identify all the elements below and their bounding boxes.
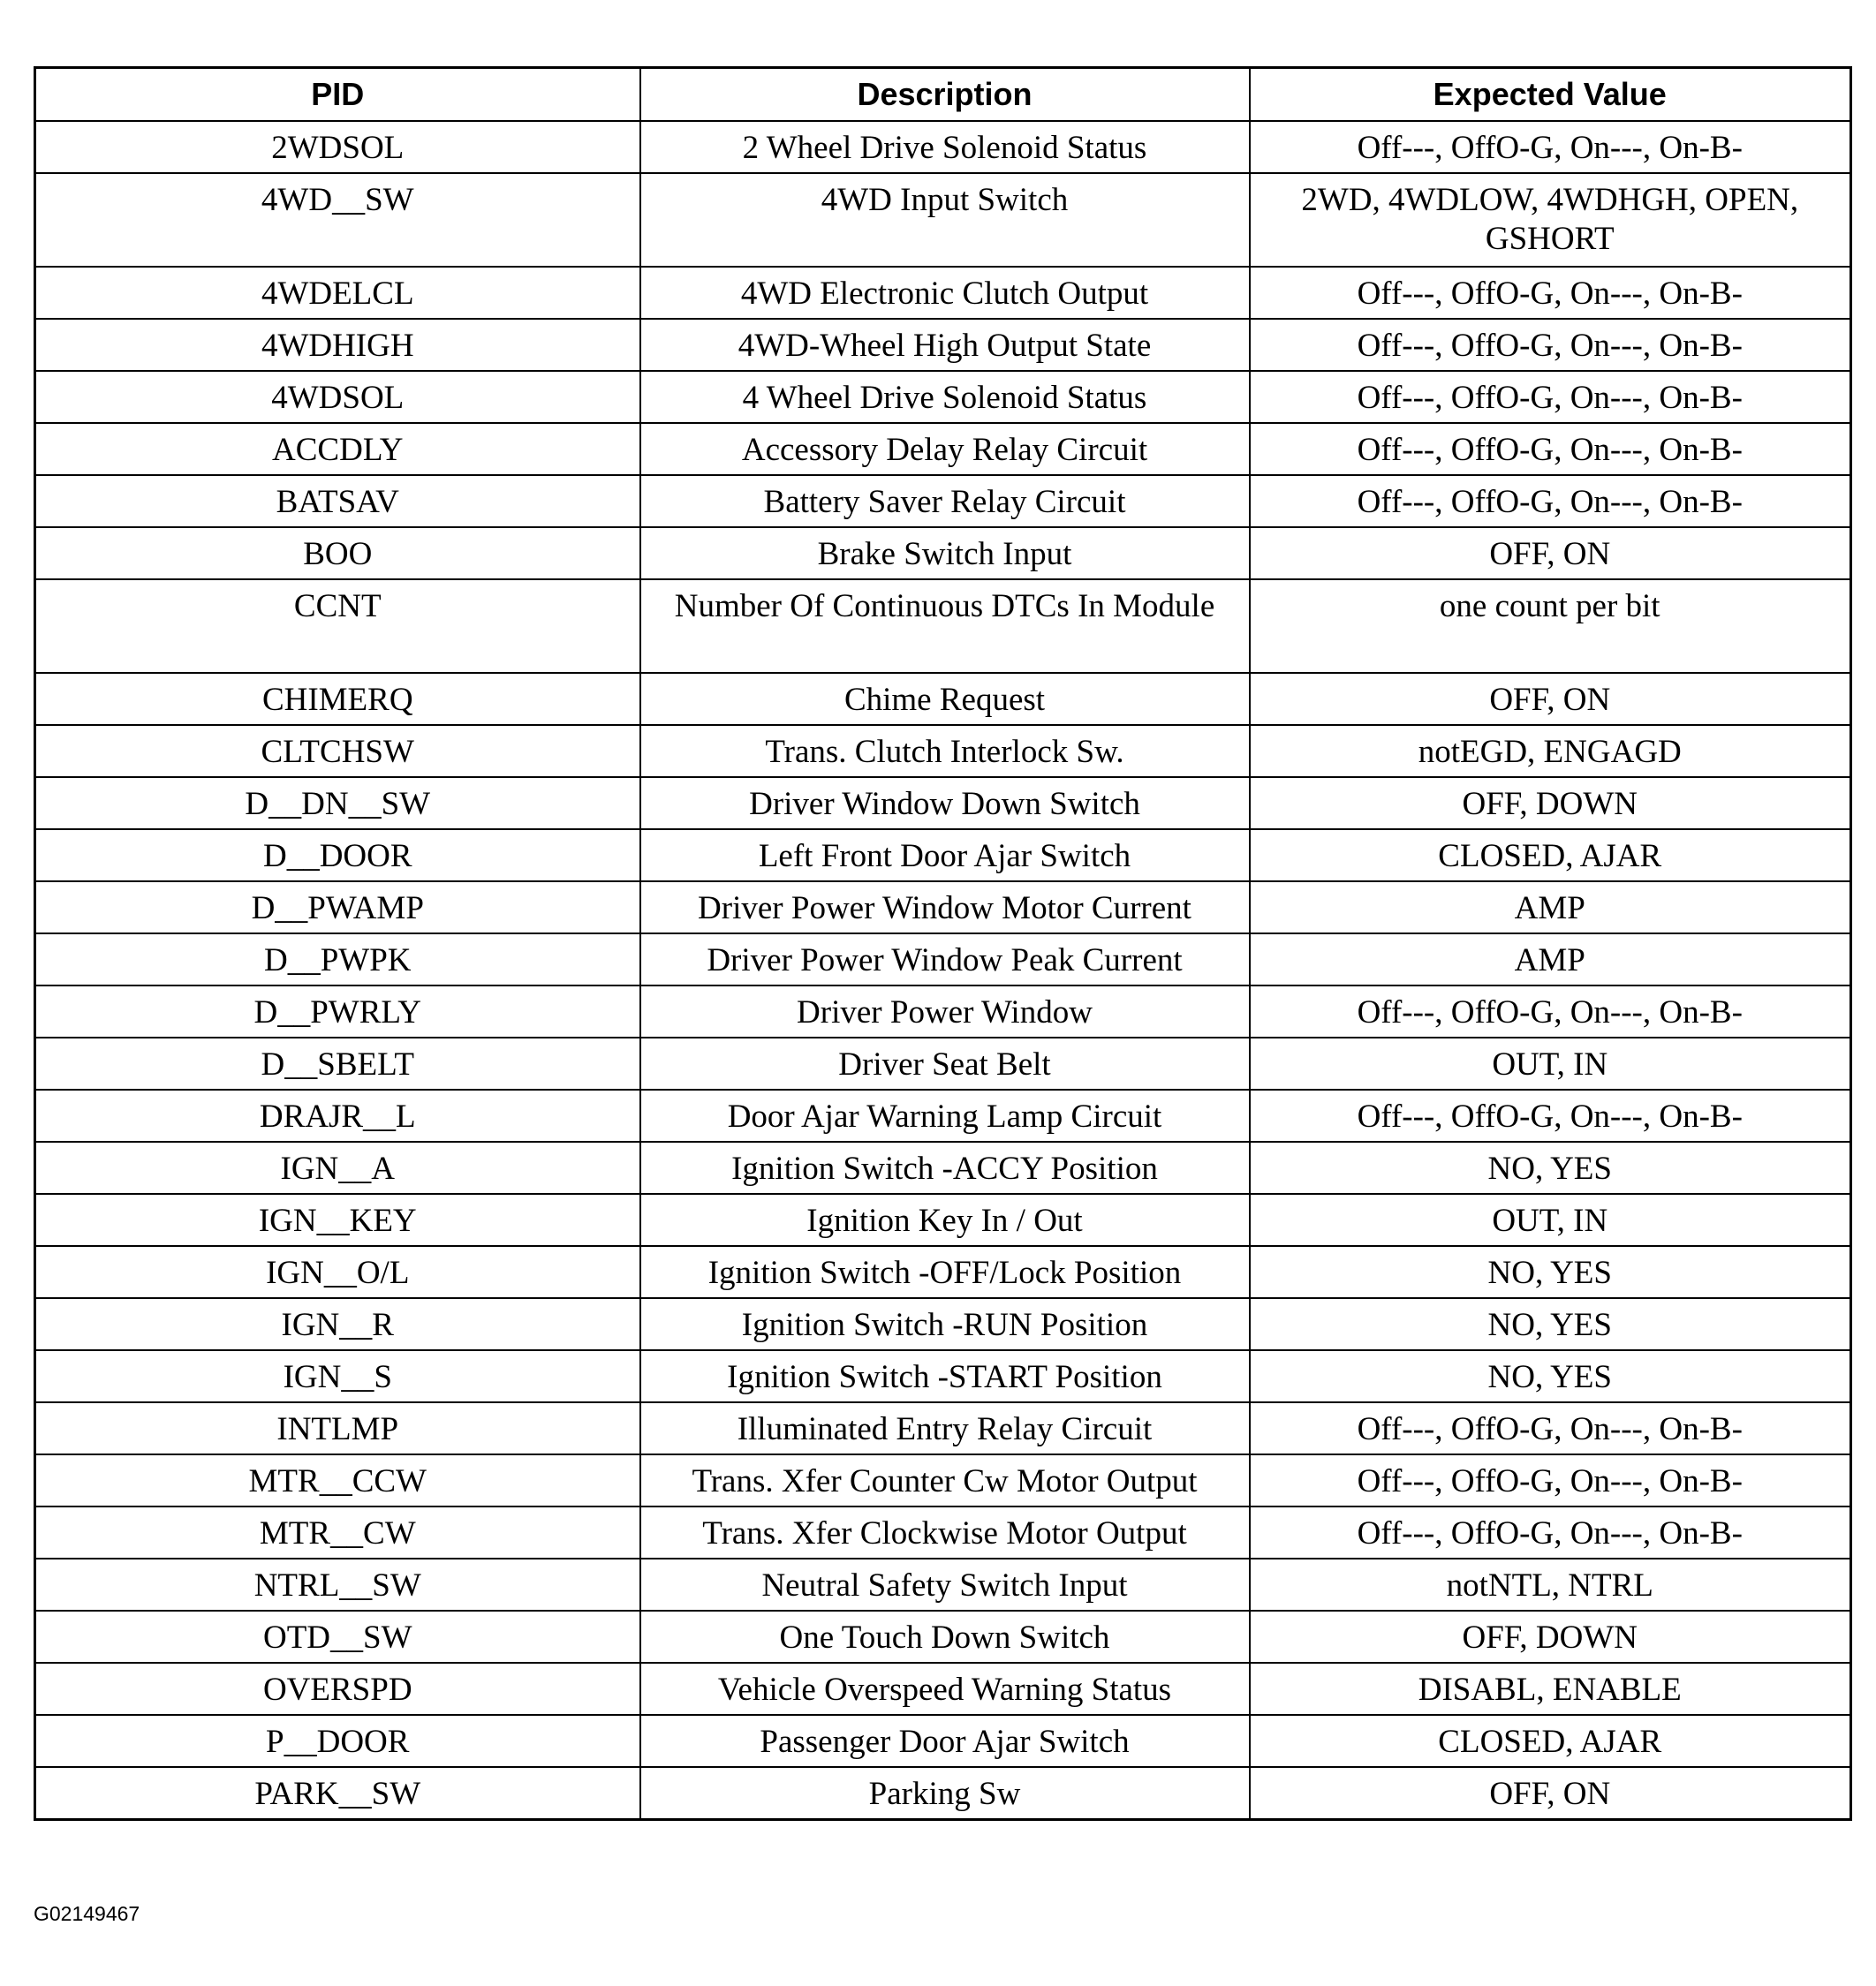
pid-cell: CLTCHSW <box>35 725 640 777</box>
description-cell: Door Ajar Warning Lamp Circuit <box>640 1090 1250 1142</box>
pid-cell: IGN__R <box>35 1298 640 1350</box>
pid-cell: D__DOOR <box>35 829 640 881</box>
expected-value-cell: Off---, OffO-G, On---, On-B- <box>1250 423 1851 475</box>
expected-value-cell: NO, YES <box>1250 1142 1851 1194</box>
table-row <box>35 1142 1851 1194</box>
expected-value-cell: OUT, IN <box>1250 1038 1851 1090</box>
description-cell: Driver Power Window Peak Current <box>640 933 1250 985</box>
description-cell: Trans. Xfer Counter Cw Motor Output <box>640 1454 1250 1506</box>
description-cell: One Touch Down Switch <box>640 1611 1250 1663</box>
pid-cell: BOO <box>35 527 640 579</box>
table-row <box>35 673 1851 725</box>
pid-cell: IGN__S <box>35 1350 640 1402</box>
description-cell: Driver Power Window Motor Current <box>640 881 1250 933</box>
expected-value-cell: AMP <box>1250 933 1851 985</box>
description-cell: Brake Switch Input <box>640 527 1250 579</box>
pid-cell: DRAJR__L <box>35 1090 640 1142</box>
description-cell: Chime Request <box>640 673 1250 725</box>
expected-value-cell: OFF, ON <box>1250 1767 1851 1819</box>
table-row <box>35 527 1851 579</box>
pid-cell: BATSAV <box>35 475 640 527</box>
expected-value-cell: AMP <box>1250 881 1851 933</box>
table-row <box>35 1194 1851 1246</box>
table-row <box>35 829 1851 881</box>
description-cell: 4 Wheel Drive Solenoid Status <box>640 371 1250 423</box>
table-row <box>35 319 1851 371</box>
pid-cell: CHIMERQ <box>35 673 640 725</box>
header-pid: PID <box>35 68 640 122</box>
expected-value-cell: 2WD, 4WDLOW, 4WDHGH, OPEN, GSHORT <box>1250 173 1851 267</box>
expected-value-cell: DISABL, ENABLE <box>1250 1663 1851 1715</box>
expected-value-cell: Off---, OffO-G, On---, On-B- <box>1250 319 1851 371</box>
pid-cell: P__DOOR <box>35 1715 640 1767</box>
pid-cell: D__SBELT <box>35 1038 640 1090</box>
table-row <box>35 475 1851 527</box>
description-cell: Number Of Continuous DTCs In Module <box>640 579 1250 673</box>
table-row <box>35 371 1851 423</box>
pid-cell: 4WD__SW <box>35 173 640 267</box>
table-row <box>35 1715 1851 1767</box>
table-row <box>35 1350 1851 1402</box>
table-row <box>35 881 1851 933</box>
description-cell: Ignition Switch -RUN Position <box>640 1298 1250 1350</box>
pid-cell: 4WDSOL <box>35 371 640 423</box>
header-expected-value: Expected Value <box>1250 68 1851 122</box>
expected-value-cell: NO, YES <box>1250 1246 1851 1298</box>
description-cell: Passenger Door Ajar Switch <box>640 1715 1250 1767</box>
description-cell: Ignition Key In / Out <box>640 1194 1250 1246</box>
description-cell: Trans. Xfer Clockwise Motor Output <box>640 1506 1250 1559</box>
description-cell: Neutral Safety Switch Input <box>640 1559 1250 1611</box>
table-row <box>35 1454 1851 1506</box>
table-row <box>35 1090 1851 1142</box>
description-cell: Ignition Switch -OFF/Lock Position <box>640 1246 1250 1298</box>
expected-value-cell: notNTL, NTRL <box>1250 1559 1851 1611</box>
table-row <box>35 985 1851 1038</box>
description-cell: Parking Sw <box>640 1767 1250 1819</box>
table-row <box>35 933 1851 985</box>
table-row <box>35 1506 1851 1559</box>
pid-table <box>34 66 1852 1821</box>
table-row <box>35 423 1851 475</box>
description-cell: Ignition Switch -ACCY Position <box>640 1142 1250 1194</box>
pid-cell: D__PWAMP <box>35 881 640 933</box>
expected-value-cell: OFF, DOWN <box>1250 1611 1851 1663</box>
table-row <box>35 1038 1851 1090</box>
expected-value-cell: Off---, OffO-G, On---, On-B- <box>1250 267 1851 319</box>
expected-value-cell: Off---, OffO-G, On---, On-B- <box>1250 1402 1851 1454</box>
pid-cell: D__DN__SW <box>35 777 640 829</box>
pid-cell: IGN__KEY <box>35 1194 640 1246</box>
description-cell: Vehicle Overspeed Warning Status <box>640 1663 1250 1715</box>
table-row <box>35 1559 1851 1611</box>
description-cell: Trans. Clutch Interlock Sw. <box>640 725 1250 777</box>
description-cell: Driver Power Window <box>640 985 1250 1038</box>
expected-value-cell: OFF, DOWN <box>1250 777 1851 829</box>
expected-value-cell: Off---, OffO-G, On---, On-B- <box>1250 371 1851 423</box>
table-row <box>35 173 1851 267</box>
description-cell: 4WD Electronic Clutch Output <box>640 267 1250 319</box>
expected-value-cell: OFF, ON <box>1250 673 1851 725</box>
description-cell: 2 Wheel Drive Solenoid Status <box>640 121 1250 173</box>
pid-cell: D__PWPK <box>35 933 640 985</box>
expected-value-cell: Off---, OffO-G, On---, On-B- <box>1250 1090 1851 1142</box>
pid-cell: OVERSPD <box>35 1663 640 1715</box>
pid-cell: IGN__A <box>35 1142 640 1194</box>
expected-value-cell: Off---, OffO-G, On---, On-B- <box>1250 985 1851 1038</box>
expected-value-cell: NO, YES <box>1250 1298 1851 1350</box>
table-row <box>35 1298 1851 1350</box>
table-row <box>35 579 1851 673</box>
description-cell: Illuminated Entry Relay Circuit <box>640 1402 1250 1454</box>
table-row <box>35 725 1851 777</box>
table-row <box>35 267 1851 319</box>
table-body <box>35 121 1851 1819</box>
pid-cell: MTR__CCW <box>35 1454 640 1506</box>
description-cell: Battery Saver Relay Circuit <box>640 475 1250 527</box>
pid-cell: MTR__CW <box>35 1506 640 1559</box>
expected-value-cell: Off---, OffO-G, On---, On-B- <box>1250 121 1851 173</box>
header-description: Description <box>640 68 1250 122</box>
description-cell: Ignition Switch -START Position <box>640 1350 1250 1402</box>
expected-value-cell: OFF, ON <box>1250 527 1851 579</box>
expected-value-cell: Off---, OffO-G, On---, On-B- <box>1250 1454 1851 1506</box>
table-row <box>35 121 1851 173</box>
expected-value-cell: OUT, IN <box>1250 1194 1851 1246</box>
pid-cell: IGN__O/L <box>35 1246 640 1298</box>
description-cell: 4WD-Wheel High Output State <box>640 319 1250 371</box>
expected-value-cell: Off---, OffO-G, On---, On-B- <box>1250 475 1851 527</box>
table-row <box>35 1402 1851 1454</box>
expected-value-cell: CLOSED, AJAR <box>1250 829 1851 881</box>
table-row <box>35 1246 1851 1298</box>
pid-cell: D__PWRLY <box>35 985 640 1038</box>
description-cell: Accessory Delay Relay Circuit <box>640 423 1250 475</box>
description-cell: Driver Window Down Switch <box>640 777 1250 829</box>
pid-cell: CCNT <box>35 579 640 673</box>
header-row <box>35 68 1851 122</box>
pid-cell: INTLMP <box>35 1402 640 1454</box>
figure-id: G02149467 <box>34 1902 140 1925</box>
table-row <box>35 1663 1851 1715</box>
table-row <box>35 1611 1851 1663</box>
expected-value-cell: notEGD, ENGAGD <box>1250 725 1851 777</box>
pid-cell: OTD__SW <box>35 1611 640 1663</box>
description-cell: 4WD Input Switch <box>640 173 1250 267</box>
pid-cell: 4WDELCL <box>35 267 640 319</box>
pid-cell: ACCDLY <box>35 423 640 475</box>
table-row <box>35 777 1851 829</box>
expected-value-cell: CLOSED, AJAR <box>1250 1715 1851 1767</box>
expected-value-cell: one count per bit <box>1250 579 1851 673</box>
pid-cell: 4WDHIGH <box>35 319 640 371</box>
pid-cell: NTRL__SW <box>35 1559 640 1611</box>
description-cell: Driver Seat Belt <box>640 1038 1250 1090</box>
pid-cell: PARK__SW <box>35 1767 640 1819</box>
table-row <box>35 1767 1851 1819</box>
expected-value-cell: NO, YES <box>1250 1350 1851 1402</box>
description-cell: Left Front Door Ajar Switch <box>640 829 1250 881</box>
expected-value-cell: Off---, OffO-G, On---, On-B- <box>1250 1506 1851 1559</box>
pid-cell: 2WDSOL <box>35 121 640 173</box>
